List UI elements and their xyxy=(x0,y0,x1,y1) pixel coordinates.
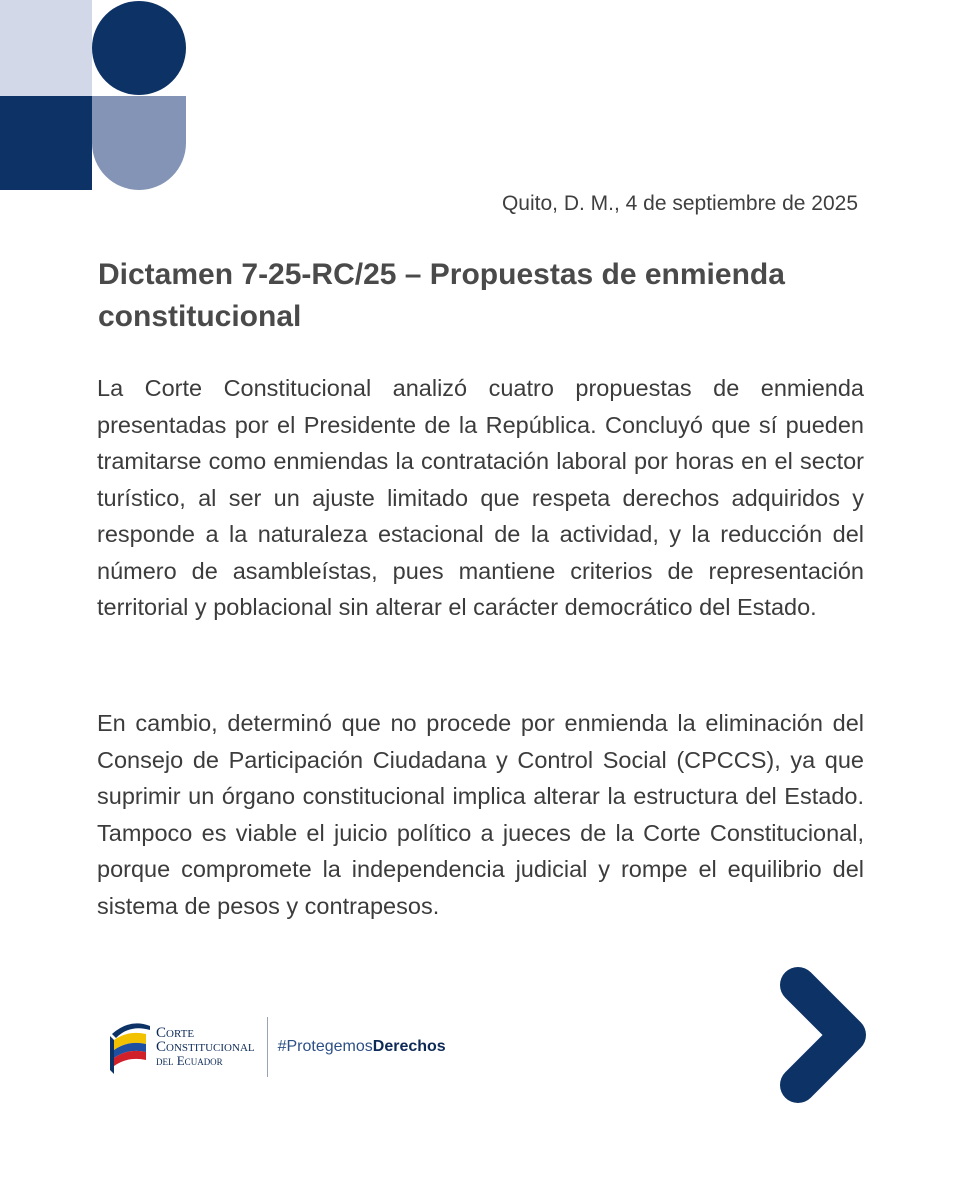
org-name-line-1: Corte xyxy=(156,1025,195,1041)
footer-divider xyxy=(267,1017,268,1077)
lavender-square xyxy=(0,0,92,96)
document-date: Quito, D. M., 4 de septiembre de 2025 xyxy=(501,192,858,215)
slate-rounded-shape xyxy=(92,96,186,190)
navy-square xyxy=(0,96,92,190)
hashtag xyxy=(278,1038,446,1056)
court-emblem-icon xyxy=(108,1016,152,1078)
org-name-line-2: Constitucional xyxy=(156,1039,255,1055)
navy-circle xyxy=(92,1,186,95)
footer-logo xyxy=(108,1012,446,1082)
header-decoration xyxy=(0,0,190,190)
document-title: Dictamen 7-25-RC/25 – Propuestas de enmienda constitucional xyxy=(98,258,785,333)
org-name-line-3: del Ecuador xyxy=(156,1053,223,1068)
hashtag-prefix: #Protegemos xyxy=(277,1038,373,1055)
body-paragraph-2: En cambio, determinó que no procede por enmienda la eliminación del Consejo de Participación Ciudadana y Control Social (CPCCS), ya que suprimir un órgano constitucional implica alterar la estructura del Estado. Tampoco es viable el juicio político a jueces de la Corte Constitucional, porque compromete la independencia judicial y rompe el equilibrio del sistema de pesos y contrapesos. xyxy=(97,710,864,919)
hashtag-bold: Derechos xyxy=(372,1038,446,1055)
body-paragraph-1: La Corte Constitucional analizó cuatro propuestas de enmienda presentadas por el Presidente de la República. Concluyó que sí pueden tramitarse como enmiendas la contratación laboral por horas en el sector turístico, al ser un ajuste limitado que respeta derechos adquiridos y responde a la naturaleza estacional de la actividad, y la reducción del número de asambleístas, pues mantiene criterios de representación territorial y poblacional sin alterar el carácter democrático del Estado. xyxy=(97,375,864,620)
org-name xyxy=(156,1026,255,1068)
chevron-right-icon[interactable] xyxy=(770,965,880,1105)
